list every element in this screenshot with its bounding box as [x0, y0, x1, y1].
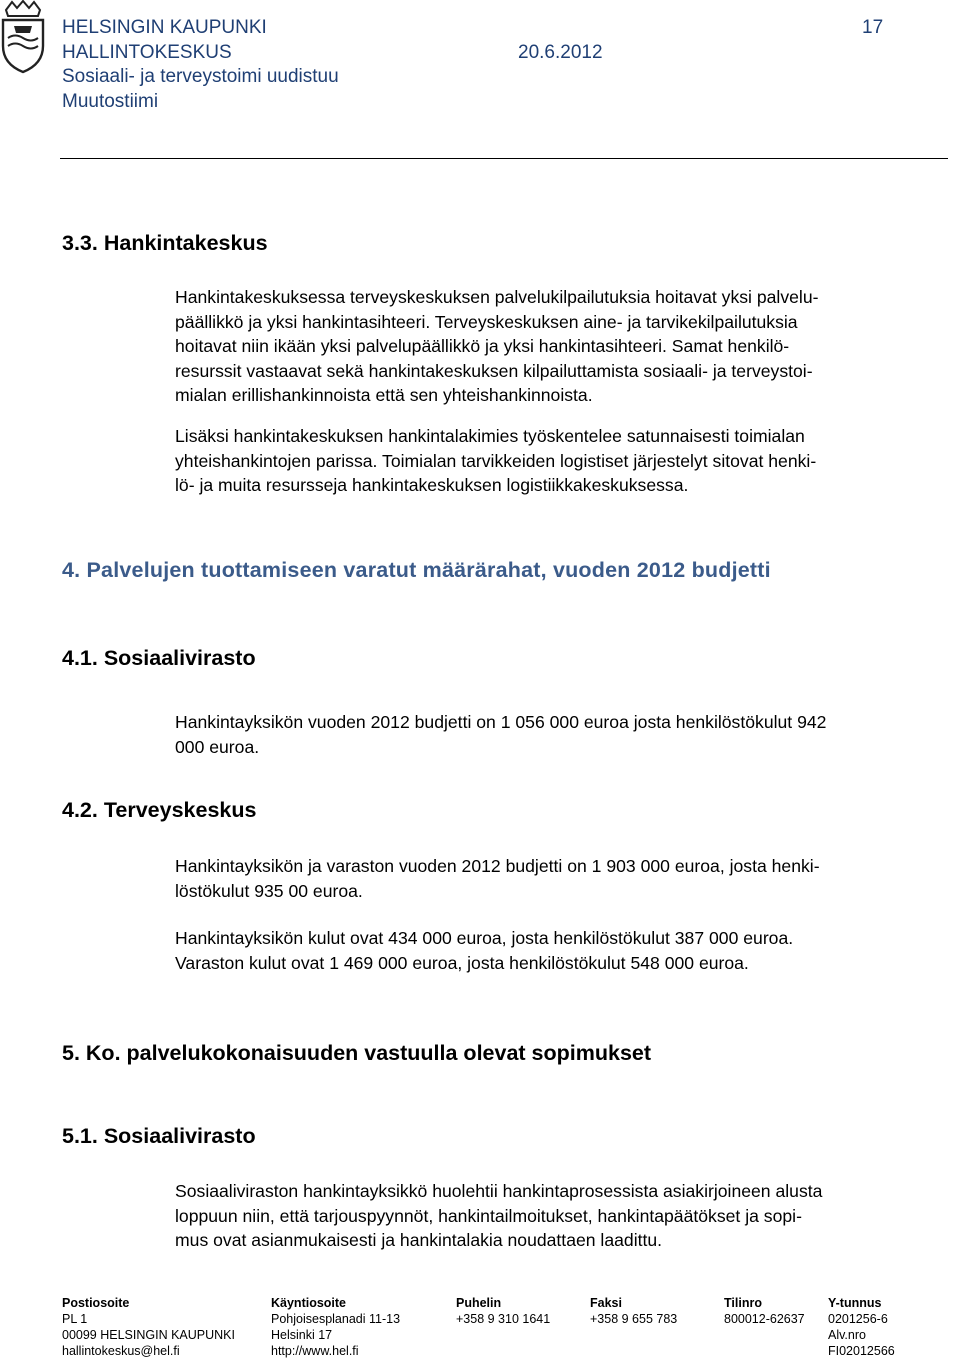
text-line: lö- ja muita resursseja hankintakeskuksen logistiikkakeskuksessa.: [175, 475, 689, 496]
paragraph: [175, 926, 950, 975]
footer-value: Alv.nro: [828, 1328, 866, 1342]
helsinki-coat-of-arms-icon: [0, 0, 46, 74]
paragraph: [175, 285, 950, 408]
footer-website[interactable]: http://www.hel.fi: [271, 1344, 359, 1358]
paragraph: [175, 710, 950, 759]
text-line: resurssit vastaavat sekä hankintakeskuksen kilpailuttamista sosiaali- ja terveystoi-: [175, 360, 813, 381]
footer-value: Pohjoisesplanadi 11-13: [271, 1312, 401, 1326]
text-line: Hankintayksikön vuoden 2012 budjetti on 1 056 000 euroa josta henkilöstökulut 942: [175, 712, 827, 732]
text-line: päällikkö ja yksi hankintasihteeri. Terveyskeskuksen aine- ja tarvikekilpailutuksia: [175, 311, 798, 332]
footer-label: Puhelin: [456, 1296, 502, 1310]
footer-fax: [590, 1295, 677, 1327]
footer-value: Helsinki 17: [271, 1328, 333, 1342]
text-line: mus ovat asianmukaisesti ja hankintalakia noudattaen laadittu.: [175, 1230, 663, 1251]
text-line: hoitavat niin ikään yksi palvelupäällikkö ja yksi hankintasihteeri. Samat henkilö-: [175, 336, 790, 357]
footer-value: 00099 HELSINGIN KAUPUNKI: [62, 1328, 235, 1342]
page-number: 17: [862, 17, 884, 38]
footer-value: 800012-62637: [724, 1312, 805, 1326]
section-heading-4-2: 4.2. Terveyskeskus: [62, 798, 257, 822]
section-heading-4: 4. Palvelujen tuottamiseen varatut määrärahat, vuoden 2012 budjetti: [62, 558, 771, 582]
footer-label: Käyntiosoite: [271, 1296, 347, 1310]
text-line: yhteishankintojen parissa. Toimialan tarvikkeiden logistiset järjestelyt sitovat henki-: [175, 450, 817, 471]
text-line: Hankintayksikön kulut ovat 434 000 euroa, josta henkilöstökulut 387 000 euroa.: [175, 928, 794, 948]
footer-value: FI02012566: [828, 1344, 895, 1358]
header-organization: HELSINGIN KAUPUNKI: [62, 17, 267, 38]
footer-value: 0201256-6: [828, 1312, 888, 1326]
footer-phone: [456, 1295, 550, 1327]
section-heading-5: 5. Ko. palvelukokonaisuuden vastuulla olevat sopimukset: [62, 1041, 652, 1065]
header-divider: [60, 158, 948, 159]
text-line: Sosiaaliviraston hankintayksikkö huolehtii hankintaprosessista asiakirjoineen alusta: [175, 1181, 823, 1201]
header-department: HALLINTOKESKUS: [62, 42, 232, 63]
paragraph: [175, 854, 950, 903]
section-heading-5-1: 5.1. Sosiaalivirasto: [62, 1124, 256, 1148]
text-line: Varaston kulut ovat 1 469 000 euroa, josta henkilöstökulut 548 000 euroa.: [175, 952, 749, 973]
footer-business-id: [828, 1295, 895, 1359]
footer-visiting-address: [271, 1295, 400, 1359]
section-heading-4-1: 4.1. Sosiaalivirasto: [62, 646, 256, 670]
paragraph: [175, 424, 950, 498]
text-line: mialan erillishankinnoista että sen yhteishankinnoista.: [175, 385, 593, 406]
header-team: Muutostiimi: [62, 91, 159, 112]
footer-postal-address: [62, 1295, 235, 1359]
header-date: 20.6.2012: [518, 42, 603, 63]
text-line: löstökulut 935 00 euroa.: [175, 880, 363, 901]
text-line: 000 euroa.: [175, 736, 260, 757]
footer-account: [724, 1295, 805, 1327]
text-line: Lisäksi hankintakeskuksen hankintalakimies työskentelee satunnaisesti toimialan: [175, 426, 805, 446]
footer-value: PL 1: [62, 1312, 88, 1326]
text-line: loppuun niin, että tarjouspyynnöt, hankintailmoitukset, hankintapäätökset ja sopi-: [175, 1205, 802, 1226]
footer-value: +358 9 655 783: [590, 1312, 678, 1326]
header-subtitle: Sosiaali- ja terveystoimi uudistuu: [62, 66, 339, 87]
text-line: Hankintakeskuksessa terveyskeskuksen palvelukilpailutuksia hoitavat yksi palvelu-: [175, 287, 819, 307]
footer-email[interactable]: hallintokeskus@hel.fi: [62, 1344, 180, 1358]
section-heading-3-3: 3.3. Hankintakeskus: [62, 231, 268, 255]
text-line: Hankintayksikön ja varaston vuoden 2012 budjetti on 1 903 000 euroa, josta henki-: [175, 856, 820, 876]
footer-label: Faksi: [590, 1296, 622, 1310]
footer-label: Postiosoite: [62, 1296, 130, 1310]
footer-label: Y-tunnus: [828, 1296, 882, 1310]
paragraph: [175, 1179, 950, 1253]
footer-label: Tilinro: [724, 1296, 762, 1310]
footer-value: +358 9 310 1641: [456, 1312, 551, 1326]
